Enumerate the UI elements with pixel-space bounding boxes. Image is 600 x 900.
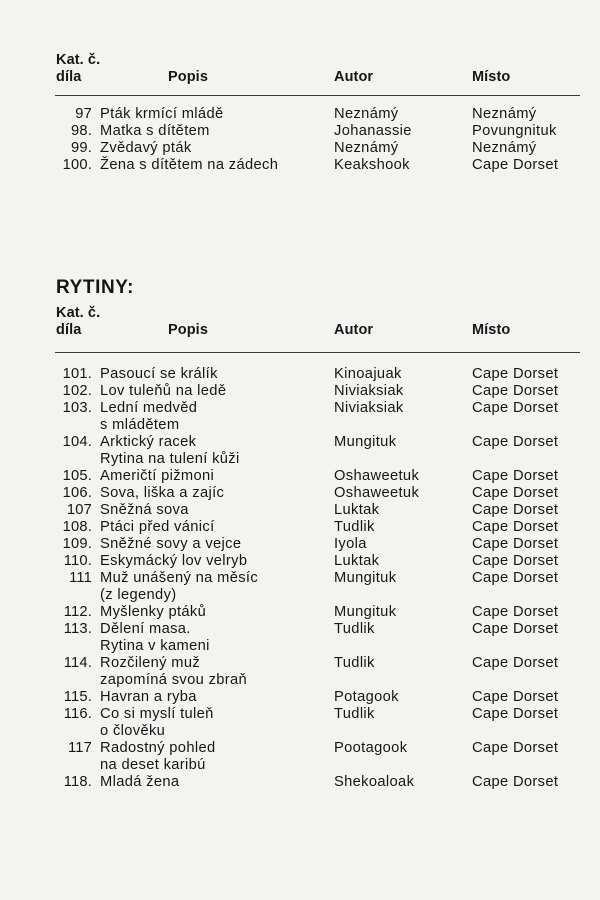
cell-place: Cape Dorset xyxy=(472,655,559,671)
cell-description: Sova, liška a zajíc xyxy=(100,485,225,501)
cell-author: Neznámý xyxy=(334,106,399,122)
cell-catalog-number: 97 xyxy=(75,106,92,122)
cell-place: Cape Dorset xyxy=(472,366,559,382)
cell-description-continued: (z legendy) xyxy=(100,587,177,603)
cell-author: Tudlik xyxy=(334,706,375,722)
column-header-catalog-number-line2: díla xyxy=(56,69,82,85)
cell-place: Cape Dorset xyxy=(472,706,559,722)
cell-catalog-number: 103. xyxy=(62,400,92,416)
cell-place: Neznámý xyxy=(472,140,537,156)
table-row xyxy=(0,740,600,757)
cell-place: Cape Dorset xyxy=(472,553,559,569)
cell-place: Cape Dorset xyxy=(472,689,559,705)
cell-author: Niviaksiak xyxy=(334,383,404,399)
table-row xyxy=(0,400,600,417)
cell-place: Cape Dorset xyxy=(472,383,559,399)
cell-place: Povungnituk xyxy=(472,123,557,139)
cell-author: Mungituk xyxy=(334,604,397,620)
cell-author: Tudlik xyxy=(334,621,375,637)
cell-catalog-number: 106. xyxy=(62,485,92,501)
cell-author: Johanassie xyxy=(334,123,412,139)
cell-author: Mungituk xyxy=(334,434,397,450)
cell-place: Cape Dorset xyxy=(472,536,559,552)
cell-author: Mungituk xyxy=(334,570,397,586)
table-row-continuation xyxy=(0,451,600,468)
cell-author: Neznámý xyxy=(334,140,399,156)
cell-author: Oshaweetuk xyxy=(334,485,420,501)
cell-description: Pták krmící mládě xyxy=(100,106,224,122)
cell-place: Cape Dorset xyxy=(472,400,559,416)
table-row xyxy=(0,366,600,383)
table-row-continuation xyxy=(0,757,600,774)
cell-description-continued: zapomíná svou zbraň xyxy=(100,672,248,688)
header-rule-2 xyxy=(55,352,580,353)
cell-author: Oshaweetuk xyxy=(334,468,420,484)
cell-description: Američtí pižmoni xyxy=(100,468,215,484)
header-rule-1 xyxy=(55,95,580,96)
cell-author: Pootagook xyxy=(334,740,408,756)
cell-description-continued: Rytina na tulení kůži xyxy=(100,451,240,467)
column-header-author: Autor xyxy=(334,69,374,85)
cell-catalog-number: 112. xyxy=(63,604,92,620)
cell-catalog-number: 109. xyxy=(62,536,92,552)
cell-place: Cape Dorset xyxy=(472,621,559,637)
table-row xyxy=(0,123,600,140)
cell-author: Luktak xyxy=(334,553,380,569)
cell-catalog-number: 105. xyxy=(62,468,92,484)
cell-catalog-number: 118. xyxy=(63,774,92,790)
cell-place: Cape Dorset xyxy=(472,157,559,173)
cell-description: Sněžné sovy a vejce xyxy=(100,536,242,552)
table-row-continuation xyxy=(0,417,600,434)
cell-catalog-number: 116. xyxy=(63,706,92,722)
table-row xyxy=(0,706,600,723)
cell-place: Cape Dorset xyxy=(472,570,559,586)
table-row xyxy=(0,383,600,400)
table-row xyxy=(0,106,600,123)
cell-catalog-number: 114. xyxy=(63,655,92,671)
cell-catalog-number: 107 xyxy=(66,502,92,518)
cell-author: Iyola xyxy=(334,536,367,552)
cell-description: Mladá žena xyxy=(100,774,180,790)
table-row xyxy=(0,536,600,553)
column-header-catalog-number-line1: Kat. č. xyxy=(56,305,101,321)
table-row xyxy=(0,621,600,638)
table-row-continuation xyxy=(0,587,600,604)
column-header-author: Autor xyxy=(334,322,374,338)
section-title-rytiny: RYTINY: xyxy=(56,277,135,298)
cell-description: Havran a ryba xyxy=(100,689,197,705)
table-header-2 xyxy=(0,305,600,349)
table-row xyxy=(0,519,600,536)
table-row xyxy=(0,655,600,672)
cell-description: Muž unášený na měsíc xyxy=(100,570,259,586)
cell-catalog-number: 113. xyxy=(63,621,92,637)
column-header-description: Popis xyxy=(168,322,208,338)
table-row-continuation xyxy=(0,723,600,740)
cell-description: Pasoucí se králík xyxy=(100,366,218,382)
cell-place: Cape Dorset xyxy=(472,774,559,790)
cell-place: Cape Dorset xyxy=(472,434,559,450)
cell-catalog-number: 101. xyxy=(62,366,92,382)
cell-catalog-number: 115. xyxy=(63,689,92,705)
cell-description: Dělení masa. xyxy=(100,621,191,637)
column-header-catalog-number-line1: Kat. č. xyxy=(56,52,101,68)
table-row xyxy=(0,485,600,502)
cell-catalog-number: 111 xyxy=(69,570,92,586)
table-row xyxy=(0,774,600,791)
cell-description-continued: s mládětem xyxy=(100,417,180,433)
table-row xyxy=(0,468,600,485)
cell-description: Lední medvěd xyxy=(100,400,198,416)
cell-catalog-number: 110. xyxy=(63,553,92,569)
cell-description-continued: Rytina v kameni xyxy=(100,638,210,654)
cell-catalog-number: 108. xyxy=(62,519,92,535)
table-row xyxy=(0,502,600,519)
cell-place: Cape Dorset xyxy=(472,468,559,484)
cell-author: Niviaksiak xyxy=(334,400,404,416)
cell-description: Eskymácký lov velryb xyxy=(100,553,248,569)
column-header-place: Místo xyxy=(472,69,511,85)
cell-catalog-number: 100. xyxy=(62,157,92,173)
cell-author: Tudlik xyxy=(334,655,375,671)
cell-place: Cape Dorset xyxy=(472,740,559,756)
cell-catalog-number: 117 xyxy=(67,740,92,756)
cell-catalog-number: 98. xyxy=(70,123,92,139)
table-row-continuation xyxy=(0,672,600,689)
cell-place: Cape Dorset xyxy=(472,604,559,620)
cell-description-continued: o člověku xyxy=(100,723,166,739)
cell-catalog-number: 102. xyxy=(62,383,92,399)
cell-author: Keakshook xyxy=(334,157,410,173)
cell-description: Myšlenky ptáků xyxy=(100,604,207,620)
cell-author: Potagook xyxy=(334,689,399,705)
table-row xyxy=(0,434,600,451)
cell-author: Shekoaloak xyxy=(334,774,415,790)
column-header-catalog-number-line2: díla xyxy=(56,322,82,338)
table-row xyxy=(0,570,600,587)
table-row xyxy=(0,553,600,570)
cell-place: Cape Dorset xyxy=(472,485,559,501)
cell-catalog-number: 99. xyxy=(70,140,92,156)
cell-description: Ptáci před vánicí xyxy=(100,519,215,535)
cell-description: Žena s dítětem na zádech xyxy=(100,157,279,173)
cell-description: Zvědavý pták xyxy=(100,140,192,156)
cell-description: Lov tuleňů na ledě xyxy=(100,383,227,399)
table-row xyxy=(0,140,600,157)
cell-description: Matka s dítětem xyxy=(100,123,210,139)
cell-description: Sněžná sova xyxy=(100,502,189,518)
cell-description: Rozčilený muž xyxy=(100,655,201,671)
table-row xyxy=(0,157,600,174)
cell-place: Cape Dorset xyxy=(472,502,559,518)
cell-description: Co si myslí tuleň xyxy=(100,706,214,722)
cell-author: Luktak xyxy=(334,502,380,518)
table-header-1 xyxy=(0,52,600,96)
column-header-place: Místo xyxy=(472,322,511,338)
cell-description-continued: na deset karibú xyxy=(100,757,206,773)
cell-description: Arktický racek xyxy=(100,434,197,450)
table-row xyxy=(0,689,600,706)
table-row xyxy=(0,604,600,621)
cell-place: Neznámý xyxy=(472,106,537,122)
table-row-continuation xyxy=(0,638,600,655)
cell-author: Tudlik xyxy=(334,519,375,535)
column-header-description: Popis xyxy=(168,69,208,85)
cell-author: Kinoajuak xyxy=(334,366,402,382)
cell-description: Radostný pohled xyxy=(100,740,216,756)
cell-place: Cape Dorset xyxy=(472,519,559,535)
cell-catalog-number: 104. xyxy=(62,434,92,450)
